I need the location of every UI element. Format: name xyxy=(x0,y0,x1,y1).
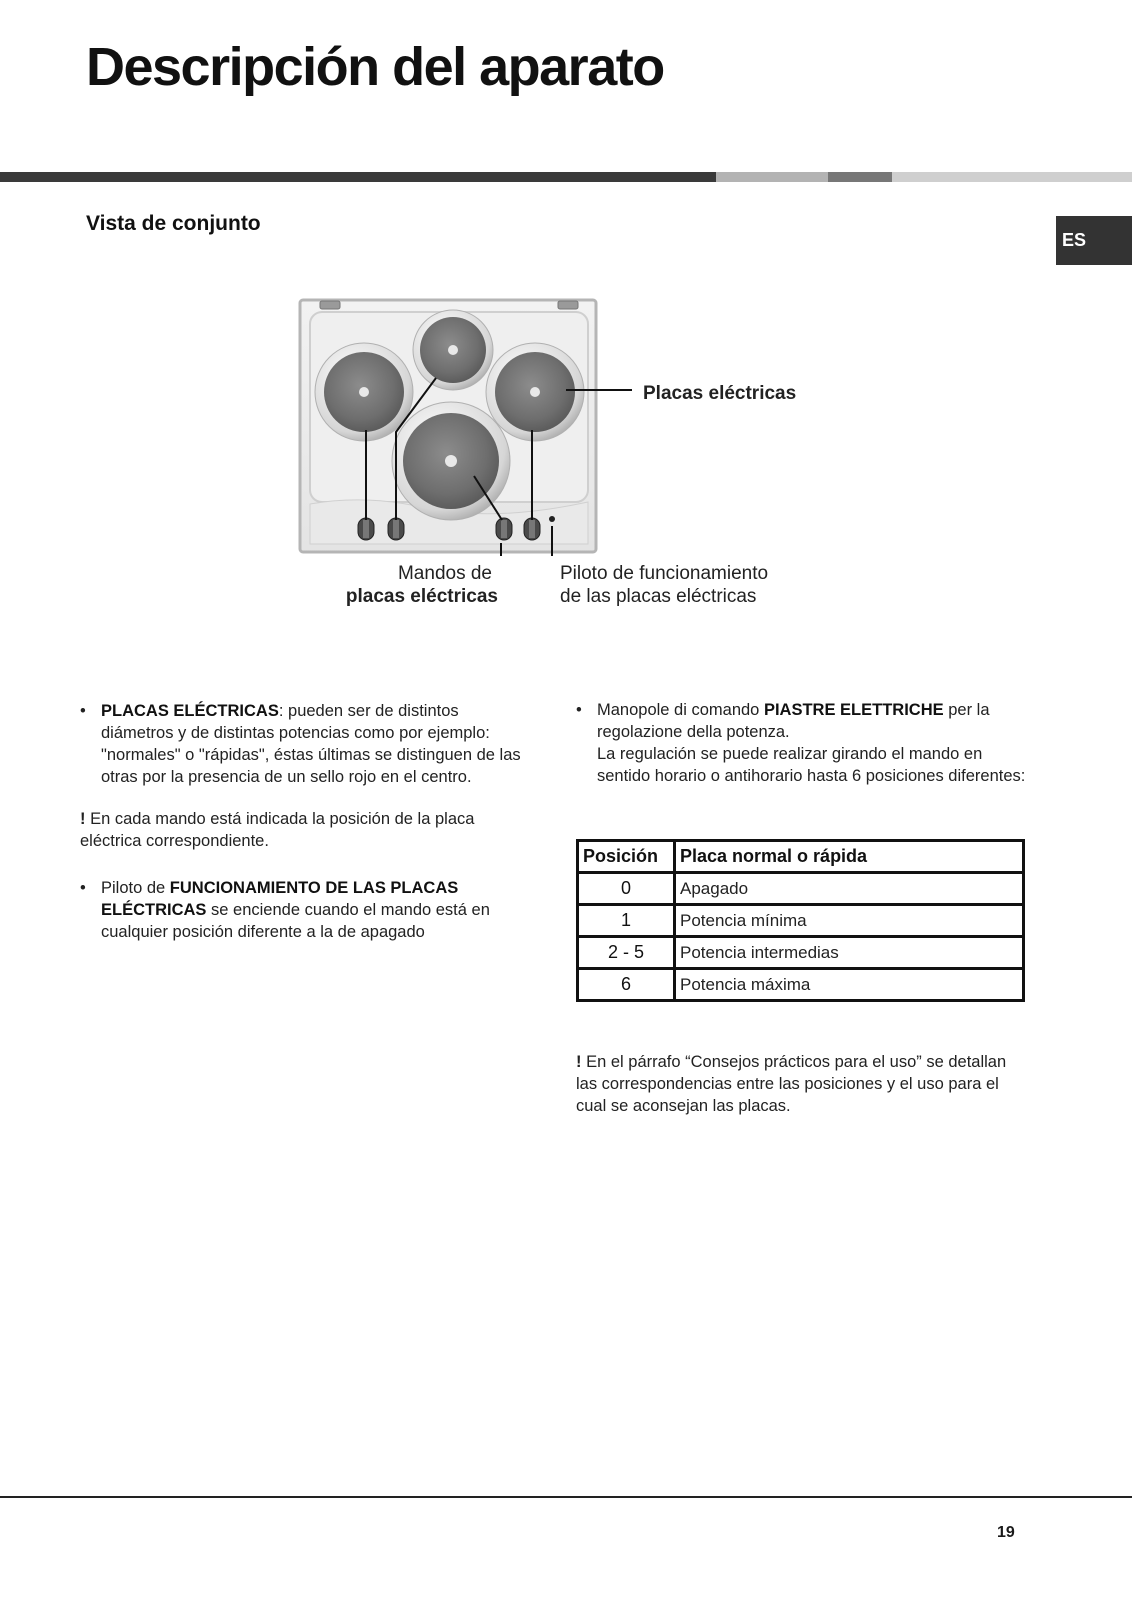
table-row xyxy=(578,969,1024,1001)
cell-position: 0 xyxy=(578,873,675,905)
cell-position: 2 - 5 xyxy=(578,937,675,969)
bullet-dot: • xyxy=(80,879,86,897)
header-posicion: Posición xyxy=(578,841,675,873)
cell-position: 6 xyxy=(578,969,675,1001)
cell-description: Potencia máxima xyxy=(675,969,1024,1001)
header-band-light xyxy=(716,172,828,182)
bullet-placas-bold: PLACAS ELÉCTRICAS xyxy=(101,702,279,720)
note-consejos xyxy=(576,1051,1016,1117)
table-header-row xyxy=(578,841,1024,873)
header-placa: Placa normal o rápida xyxy=(675,841,1024,873)
note-mando xyxy=(80,808,530,852)
label-mandos-line1: Mandos de xyxy=(397,563,492,584)
plate-left xyxy=(315,343,413,441)
note-mark: ! xyxy=(80,810,86,828)
bullet-manopole-bold: PIASTRE ELETTRICHE xyxy=(763,701,944,719)
bullet-manopole-line2: La regulación se puede realizar girando el mando en sentido horario o antihorario hasta 6 posiciones diferentes: xyxy=(597,745,1026,785)
section-subtitle: Vista de conjunto xyxy=(86,212,261,235)
page-title: Descripción del aparato xyxy=(86,37,664,97)
right-column xyxy=(576,699,1026,787)
bullet-dot: • xyxy=(576,701,582,719)
vent-left xyxy=(320,301,340,309)
page-number: 19 xyxy=(997,1524,1015,1541)
bullet-placas xyxy=(80,700,530,788)
header-band-mid xyxy=(828,172,892,182)
footer-rule xyxy=(0,1496,1132,1498)
pilot-light xyxy=(549,516,555,522)
knob-1 xyxy=(358,518,374,540)
header-band-pale xyxy=(892,172,1132,182)
label-placas-electricas: Placas eléctricas xyxy=(643,383,797,404)
cell-position: 1 xyxy=(578,905,675,937)
bullet-piloto-prefix: Piloto de xyxy=(101,879,170,897)
hob-diagram xyxy=(296,298,716,556)
cell-description: Apagado xyxy=(675,873,1024,905)
bullet-manopole-prefix: Manopole di comando xyxy=(597,701,764,719)
bullet-piloto-bold: FUNCIONAMIENTO DE LAS PLACAS ELÉCTRICAS xyxy=(101,879,459,919)
language-tab: ES xyxy=(1056,216,1132,265)
knob-4 xyxy=(524,518,540,540)
cell-description: Potencia intermedias xyxy=(675,937,1024,969)
bullet-placas-text: : pueden ser de distintos diámetros y de distintas potencias como por ejemplo: "normales" o "rápidas", éstas últimas se distinguen de las otras por la presencia de un sello rojo en el centro. xyxy=(101,702,521,786)
note-mark: ! xyxy=(576,1053,582,1071)
bullet-piloto-text: se enciende cuando el mando está en cualquier posición diferente a la de apagado xyxy=(101,901,490,941)
left-column xyxy=(80,700,530,943)
bullet-manopole xyxy=(576,699,1026,787)
knob-3 xyxy=(496,518,512,540)
header-band-dark xyxy=(0,172,716,182)
positions-table xyxy=(576,839,1025,1002)
note-mando-text: En cada mando está indicada la posición de la placa eléctrica correspondiente. xyxy=(80,810,475,850)
knob-2 xyxy=(388,518,404,540)
table-row xyxy=(578,873,1024,905)
vent-right xyxy=(558,301,578,309)
label-piloto-line1: Piloto de funcionamiento xyxy=(560,563,769,584)
bullet-dot: • xyxy=(80,702,86,720)
table-row xyxy=(578,937,1024,969)
table-row xyxy=(578,905,1024,937)
bullet-manopole-suffix: per la regolazione della potenza. xyxy=(597,701,990,741)
bullet-piloto xyxy=(80,877,530,943)
label-mandos-line2: placas eléctricas xyxy=(345,586,498,607)
plate-top xyxy=(413,310,493,390)
plate-right xyxy=(486,343,584,441)
note-consejos-text: En el párrafo “Consejos prácticos para el uso” se detallan las correspondencias entre las posiciones y el uso para el cual se aconsejan las placas. xyxy=(576,1053,1007,1115)
plate-center-large xyxy=(392,402,510,520)
label-piloto-line2: de las placas eléctricas xyxy=(560,586,757,607)
cell-description: Potencia mínima xyxy=(675,905,1024,937)
